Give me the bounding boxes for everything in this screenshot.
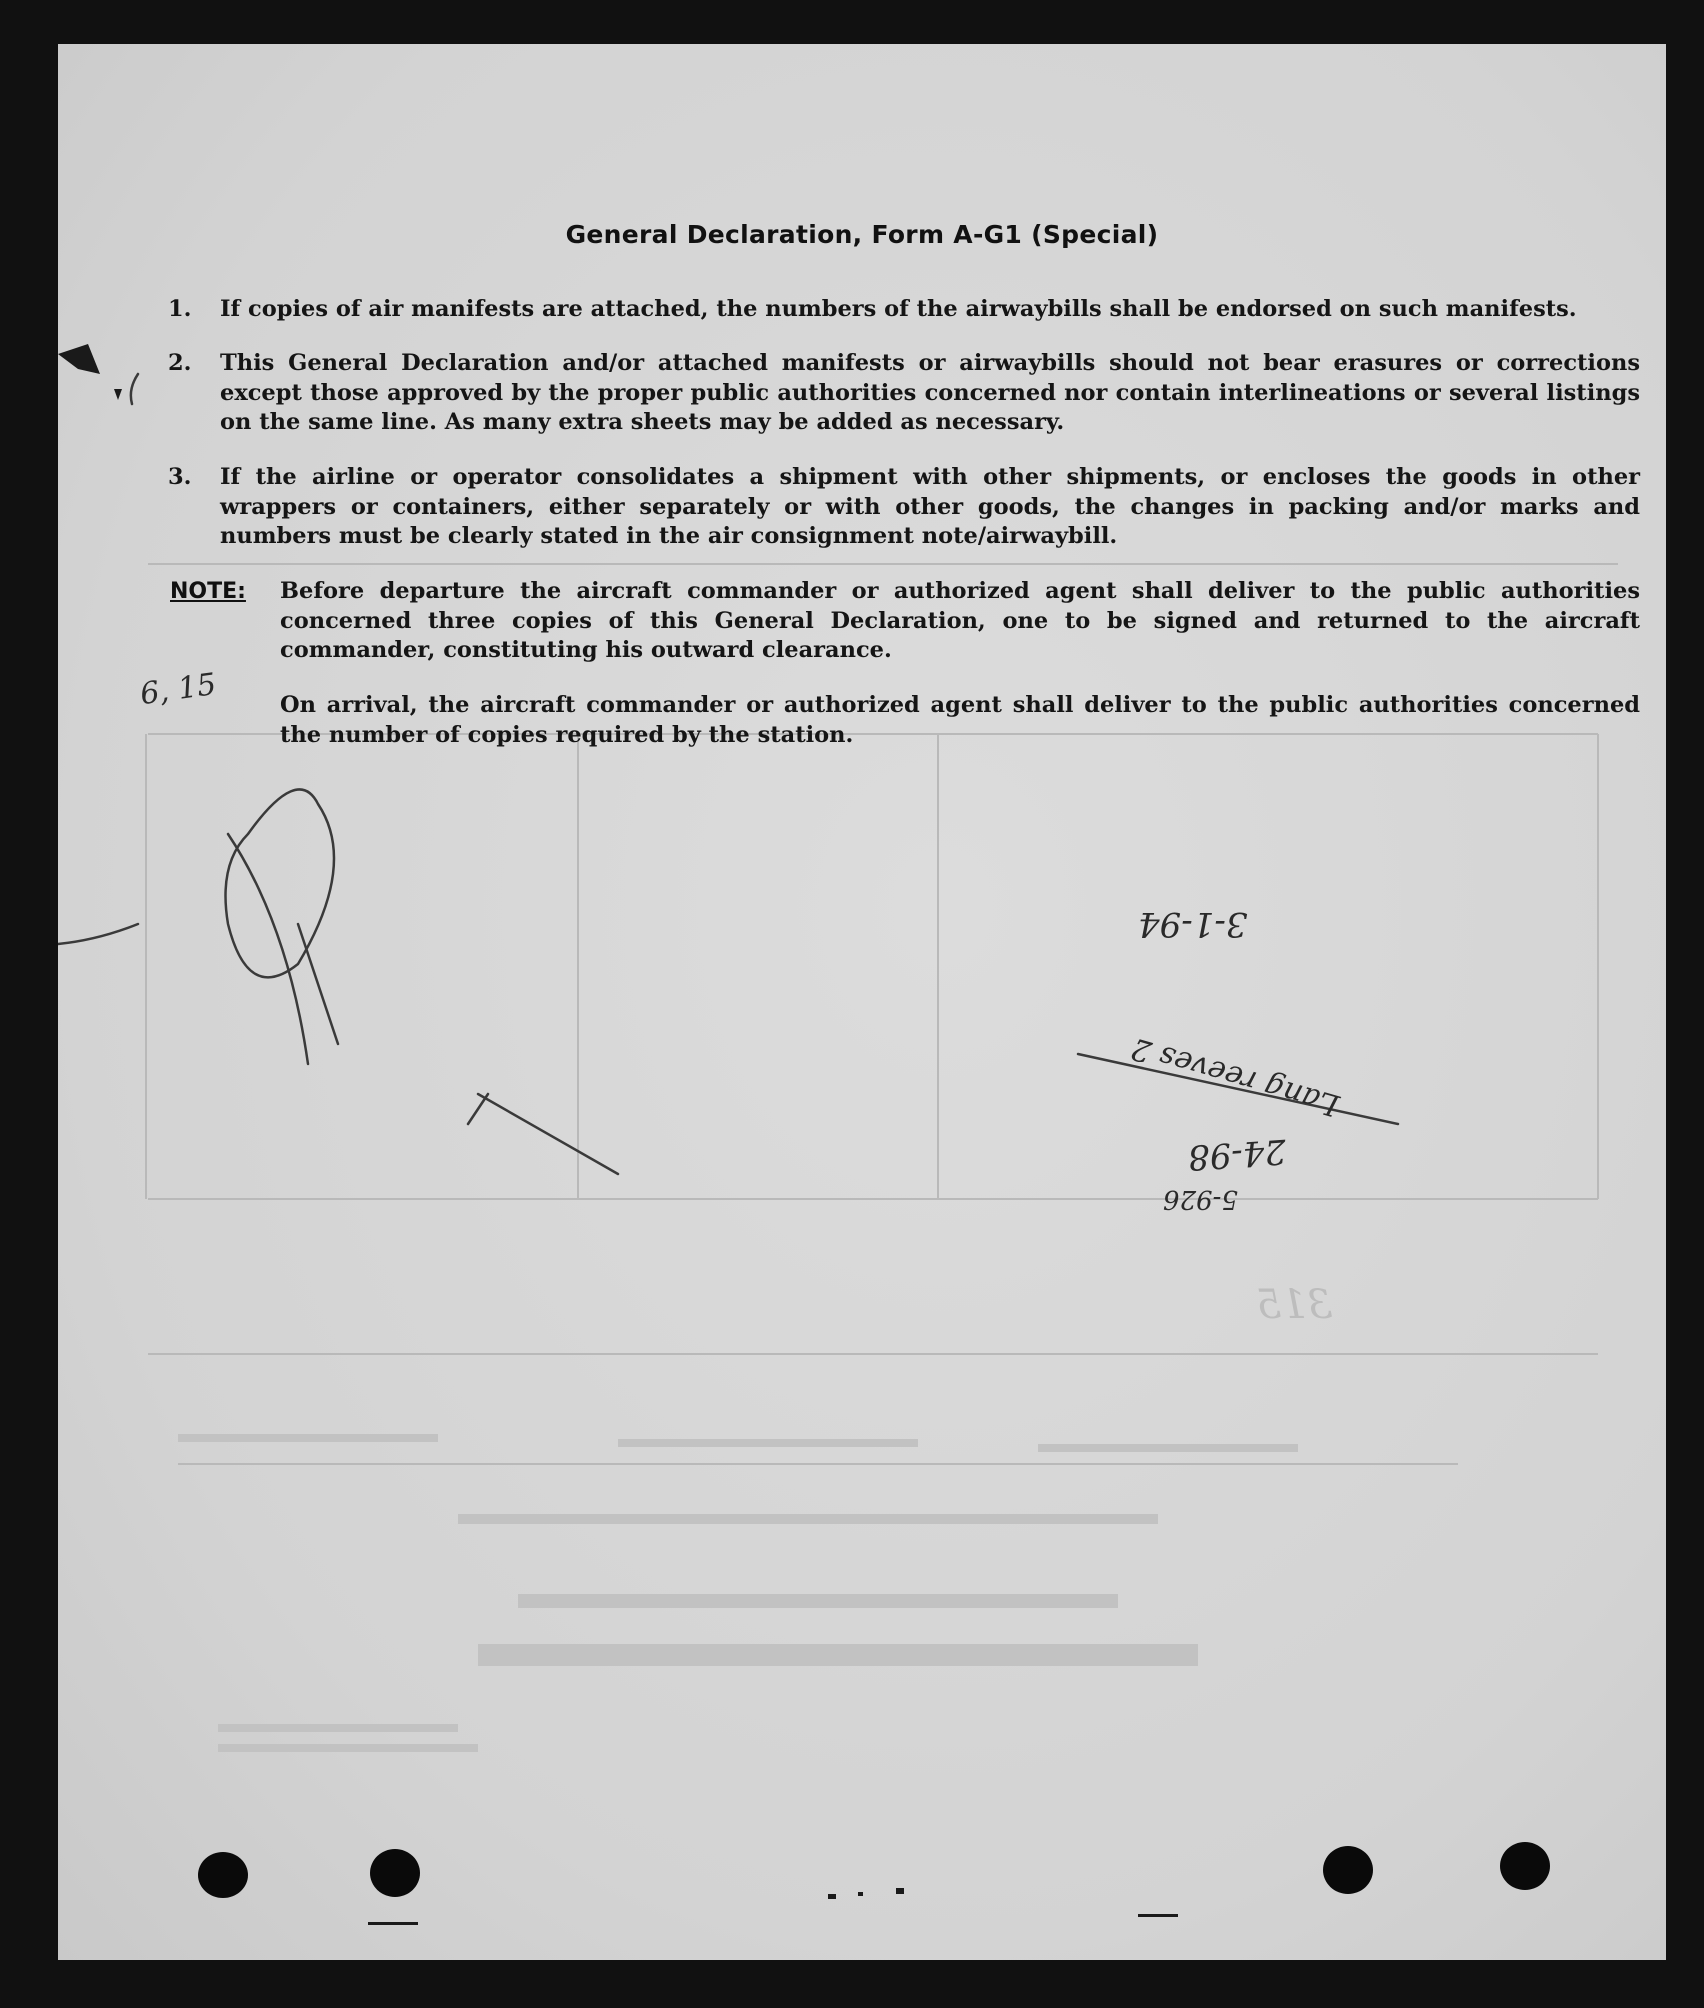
speck [368, 1922, 418, 1925]
item-2-number: 2. [168, 350, 192, 376]
punch-hole-3 [1323, 1846, 1373, 1894]
speck [858, 1892, 863, 1896]
handwritten-marks [58, 44, 1666, 1960]
handwritten-right-note-3: 24-98 [1186, 1130, 1288, 1178]
show-through-stamp-number: 315 [1256, 1282, 1333, 1328]
note-text: Before departure the aircraft commander or authorized agent shall deliver to the public authorities concerned three copies of this General Declaration, one to be signed and returned to the aircraft commander, constituting his outward clearance. [280, 578, 1640, 663]
handwritten-margin-note: 6, 15 [137, 666, 219, 713]
arrival-text: On arrival, the aircraft commander or authorized agent shall deliver to the public authorities concerned the number of copies required by the station. [280, 692, 1640, 748]
item-2-text: This General Declaration and/or attached manifests or airwaybills should not bear erasures or corrections except those approved by the proper public authorities concerned nor contain interlineations or several listings on the same line. As many extra sheets may be added as necessary. [220, 350, 1640, 435]
speck [1138, 1914, 1178, 1917]
punch-hole-4 [1500, 1842, 1550, 1890]
speck [828, 1894, 836, 1899]
note-label: NOTE: [170, 579, 246, 604]
item-1-number: 1. [168, 296, 192, 322]
item-1-text: If copies of air manifests are attached, the numbers of the airwaybills shall be endorsed on such manifests. [220, 296, 1577, 322]
document-title: General Declaration, Form A-G1 (Special) [565, 220, 1159, 249]
document-page [58, 44, 1666, 1960]
handwritten-right-note-4: 5-926 [1163, 1184, 1238, 1214]
handwritten-right-note-2: Lang reeves 2 [1127, 1030, 1344, 1123]
handwritten-right-note-1: 3-1-94 [1138, 904, 1248, 944]
punch-hole-1 [198, 1852, 248, 1898]
punch-hole-2 [370, 1849, 420, 1897]
speck [896, 1888, 904, 1894]
item-3-text: If the airline or operator consolidates a shipment with other shipments, or encloses the goods in other wrappers or containers, either separately or with other goods, the changes in packing and/or marks and numbers must be clearly stated in the air consignment note/airwaybill. [220, 464, 1640, 549]
item-3-number: 3. [168, 464, 192, 490]
